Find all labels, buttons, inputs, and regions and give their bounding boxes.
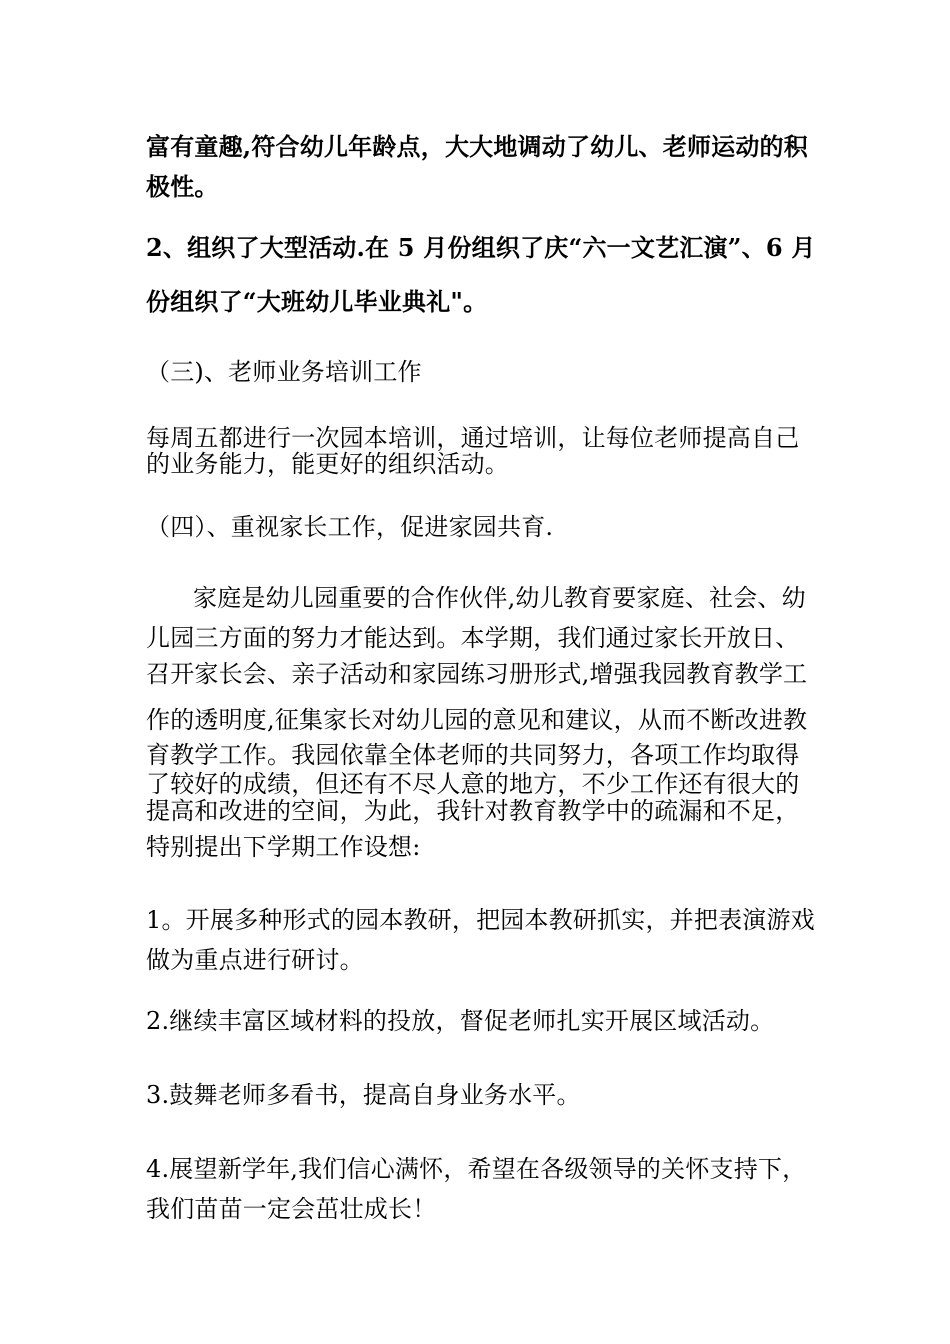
paragraph-line: 育教学工作。我园依靠全体老师的共同努力，各项工作均取得 <box>146 741 800 769</box>
list-item-line: 做为重点进行研讨。 <box>146 946 364 974</box>
list-item-line: 4.展望新学年,我们信心满怀，希望在各级领导的关怀支持下， <box>146 1155 807 1183</box>
paragraph-line: 极性。 <box>146 172 219 201</box>
paragraph-line: 的业务能力，能更好的组织活动。 <box>146 450 509 478</box>
paragraph-line: 每周五都进行一次园本培训，通过培训，让每位老师提高自己 <box>146 424 800 452</box>
paragraph-line: 作的透明度,征集家长对幼儿园的意见和建议，从而不断改进教 <box>146 706 808 734</box>
paragraph-line: 富有童趣,符合幼儿年龄点，大大地调动了幼儿、老师运动的积 <box>146 132 808 161</box>
paragraph-line: 提高和改进的空间，为此，我针对教育教学中的疏漏和不足， <box>146 797 800 825</box>
list-item-line: 1。开展多种形式的园本教研，把园本教研抓实，并把表演游戏 <box>146 906 815 934</box>
paragraph-line: 召开家长会、亲子活动和家园练习册形式,增强我园教育教学工 <box>146 660 808 688</box>
list-item-line: 2.继续丰富区域材料的投放，督促老师扎实开展区域活动。 <box>146 1007 775 1035</box>
list-item-line: 3.鼓舞老师多看书，提高自身业务水平。 <box>146 1081 581 1109</box>
paragraph-line: 了较好的成绩，但还有不尽人意的地方，不少工作还有很大的 <box>146 770 800 798</box>
paragraph-line: 儿园三方面的努力才能达到。本学期，我们通过家长开放日、 <box>146 624 800 652</box>
paragraph-line: 2、组织了大型活动.在 5 月份组织了庆“六一文艺汇演”、6 月 <box>146 233 816 262</box>
list-item-line: 我们苗苗一定会茁壮成长！ <box>146 1195 437 1223</box>
section-heading-3: （三)、老师业务培训工作 <box>146 358 422 386</box>
section-heading-4: （四）、重视家长工作，促进家园共育. <box>146 513 554 541</box>
paragraph-line: 特别提出下学期工作设想: <box>146 833 421 861</box>
paragraph-line: 家庭是幼儿园重要的合作伙伴,幼儿教育要家庭、社会、幼 <box>193 584 806 612</box>
paragraph-line: 份组织了“大班幼儿毕业典礼"。 <box>146 287 488 316</box>
